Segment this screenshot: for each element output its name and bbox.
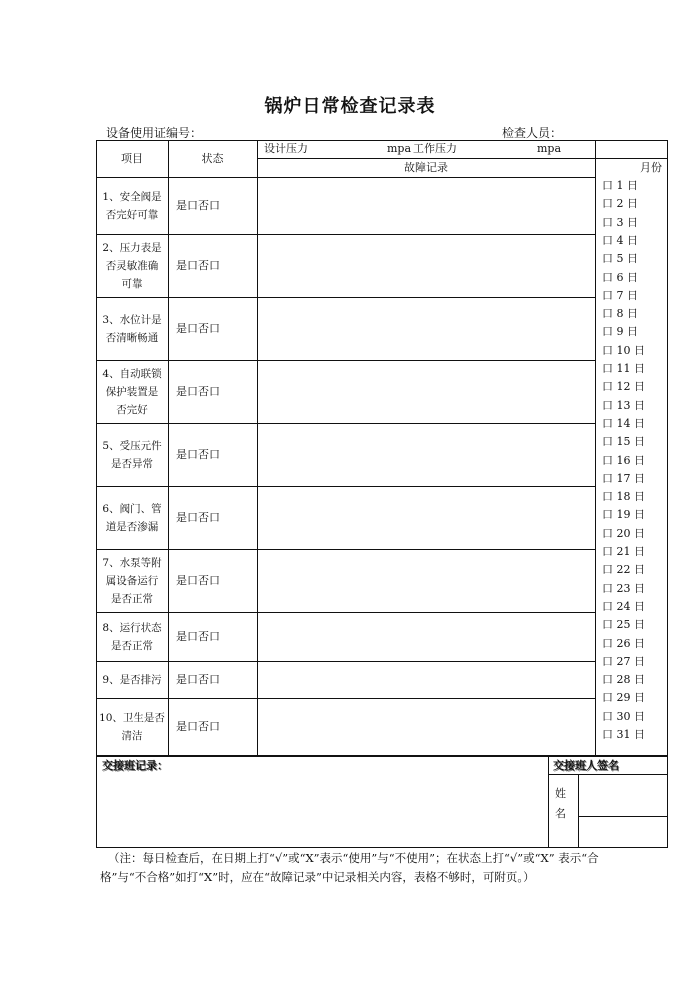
name-label-bottom: 名 <box>555 807 566 820</box>
checklist-item-line: 可靠 <box>121 277 143 290</box>
header-month: 月份 <box>640 161 662 174</box>
checklist-item-label <box>96 239 168 293</box>
checklist-item-line: 清洁 <box>121 730 143 742</box>
checklist-item-label <box>96 500 168 536</box>
certificate-number-label: 设备使用证编号： <box>106 126 203 140</box>
day-checkbox[interactable]: 口 20 日 <box>602 526 645 540</box>
day-checkbox[interactable]: 口 15 日 <box>602 435 645 449</box>
day-checkbox[interactable]: 口 21 日 <box>602 545 645 558</box>
inspector-field <box>502 124 590 141</box>
header-pressure-unit-1: mpa <box>387 142 412 155</box>
checklist-item-line: 7、水泵等附 <box>102 556 162 569</box>
checklist-item-line: 9、是否排污 <box>102 673 162 686</box>
fault-record-cell[interactable] <box>258 550 594 612</box>
name-label-divider <box>578 774 579 848</box>
checklist-item-label <box>96 619 168 655</box>
day-checkbox[interactable]: 口 11 日 <box>602 362 645 375</box>
day-checkbox[interactable]: 口 19 日 <box>602 508 645 522</box>
checklist-item-line: 3、水位计是 <box>102 313 162 326</box>
form-title: 锅炉日常检查记录表 <box>264 96 436 117</box>
checklist-item-line: 5、受压元件 <box>102 439 162 452</box>
header-work-pressure: 工作压力 <box>413 142 457 155</box>
day-checkbox[interactable]: 口 28 日 <box>602 673 645 687</box>
col-divider-item <box>168 140 169 756</box>
day-checkbox[interactable]: 口 31 日 <box>602 728 645 741</box>
day-checkbox[interactable]: 口 9 日 <box>602 325 638 339</box>
day-checkbox[interactable]: 口 27 日 <box>602 654 645 668</box>
day-checkbox[interactable]: 口 18 日 <box>602 490 645 504</box>
status-checkboxes[interactable]: 是口否口 <box>176 384 220 398</box>
checklist-item-line: 8、运行状态 <box>102 621 162 634</box>
day-checkbox[interactable]: 口 22 日 <box>602 563 645 577</box>
header-design-pressure: 设计压力 <box>264 142 308 155</box>
status-checkboxes[interactable]: 是口否口 <box>176 198 220 212</box>
checklist-item-line: 否清晰畅通 <box>105 331 159 344</box>
day-checkbox[interactable]: 口 5 日 <box>602 252 638 266</box>
day-checkbox[interactable]: 口 1 日 <box>602 179 638 192</box>
day-checkbox[interactable]: 口 24 日 <box>602 599 645 613</box>
day-checkbox[interactable]: 口 25 日 <box>602 618 645 632</box>
status-checkboxes[interactable]: 是口否口 <box>176 629 220 643</box>
day-checkbox[interactable]: 口 12 日 <box>602 380 645 394</box>
day-checkbox[interactable]: 口 7 日 <box>602 288 638 302</box>
day-checkbox[interactable]: 口 16 日 <box>602 453 645 467</box>
status-checkboxes[interactable]: 是口否口 <box>176 510 220 524</box>
header-item: 项目 <box>121 152 143 165</box>
checklist-item-line: 是否异常 <box>111 457 153 470</box>
signature-split-line <box>578 816 668 817</box>
status-checkboxes[interactable]: 是口否口 <box>176 720 220 733</box>
day-checkbox[interactable]: 口 2 日 <box>602 197 638 211</box>
header-pressure-unit-2: mpa <box>537 142 562 155</box>
fault-record-cell[interactable] <box>258 361 594 423</box>
status-checkboxes[interactable]: 是口否口 <box>176 258 220 272</box>
checklist-item-label <box>96 188 168 224</box>
day-checkbox[interactable]: 口 13 日 <box>602 398 645 412</box>
fault-record-cell[interactable] <box>258 178 594 234</box>
fault-record-cell[interactable] <box>258 487 594 549</box>
fault-record-cell[interactable] <box>258 298 594 360</box>
day-checkbox[interactable]: 口 8 日 <box>602 307 638 321</box>
checklist-item-line: 保护装置是 <box>105 385 159 398</box>
checklist-item-line: 是否正常 <box>111 592 153 605</box>
checklist-item-line: 2、压力表是 <box>102 241 162 254</box>
day-checkbox[interactable]: 口 6 日 <box>602 270 638 284</box>
checklist-item-line: 否完好可靠 <box>105 208 159 221</box>
fault-record-cell[interactable] <box>258 235 594 297</box>
status-checkboxes[interactable]: 是口否口 <box>176 672 220 686</box>
checklist-item-label <box>96 437 168 473</box>
fault-record-cell[interactable] <box>258 662 594 698</box>
header-status: 状态 <box>201 152 224 165</box>
checklist-item-line: 1、安全阀是 <box>102 190 162 203</box>
handover-signature-label: 交接班人签名 <box>553 759 619 772</box>
checklist-item-label <box>96 709 168 745</box>
day-checkbox[interactable]: 口 4 日 <box>602 233 638 247</box>
day-checkbox[interactable]: 口 14 日 <box>602 416 645 430</box>
checklist-item-label <box>96 365 168 419</box>
status-checkboxes[interactable]: 是口否口 <box>176 321 220 335</box>
checklist-item-line: 道是否渗漏 <box>105 520 159 533</box>
checklist-item-label <box>96 671 168 689</box>
checklist-item-line: 6、阀门、管 <box>102 502 162 515</box>
handover-record-label: 交接班记录： <box>102 759 168 772</box>
checklist-item-label <box>96 311 168 347</box>
checklist-item-label <box>96 554 168 608</box>
day-checkbox[interactable]: 口 26 日 <box>602 636 645 650</box>
status-checkboxes[interactable]: 是口否口 <box>176 447 220 461</box>
checklist-item-line: 10、卫生是否 <box>99 712 165 724</box>
header-fault-record: 故障记录 <box>404 161 448 174</box>
fault-record-cell[interactable] <box>258 699 594 756</box>
fault-record-cell[interactable] <box>258 613 594 661</box>
fault-record-cell[interactable] <box>258 424 594 486</box>
name-label-top: 姓 <box>555 787 566 800</box>
certificate-number-field <box>106 124 268 141</box>
checklist-item-line: 4、自动联锁 <box>102 367 162 380</box>
checklist-item-line: 否完好 <box>116 403 148 416</box>
inspector-label: 检查人员： <box>502 126 563 140</box>
checklist-item-line: 是否正常 <box>111 639 153 652</box>
instructions-note: （注：每日检查后，在日期上打“√”或“X”表示“使用”与“不使用”；在状态上打“√”或“X” 表示“合格”与“不合格”如打“X”时，应在“故障记录”中记录相关内容，表格不够时，可附页。） <box>100 851 599 884</box>
day-checkbox[interactable]: 口 23 日 <box>602 581 645 595</box>
checklist-item-line: 否灵敏准确 <box>105 259 159 272</box>
day-checkbox[interactable]: 口 29 日 <box>602 691 645 705</box>
day-checkbox[interactable]: 口 17 日 <box>602 471 645 485</box>
day-checkbox[interactable]: 口 30 日 <box>602 709 645 723</box>
handover-divider <box>548 756 549 848</box>
checklist-item-line: 属设备运行 <box>105 574 159 587</box>
day-checkbox[interactable]: 口 10 日 <box>602 343 645 357</box>
col-divider-fault <box>595 140 596 756</box>
day-checkbox[interactable]: 口 3 日 <box>602 215 638 229</box>
status-checkboxes[interactable]: 是口否口 <box>176 573 220 587</box>
